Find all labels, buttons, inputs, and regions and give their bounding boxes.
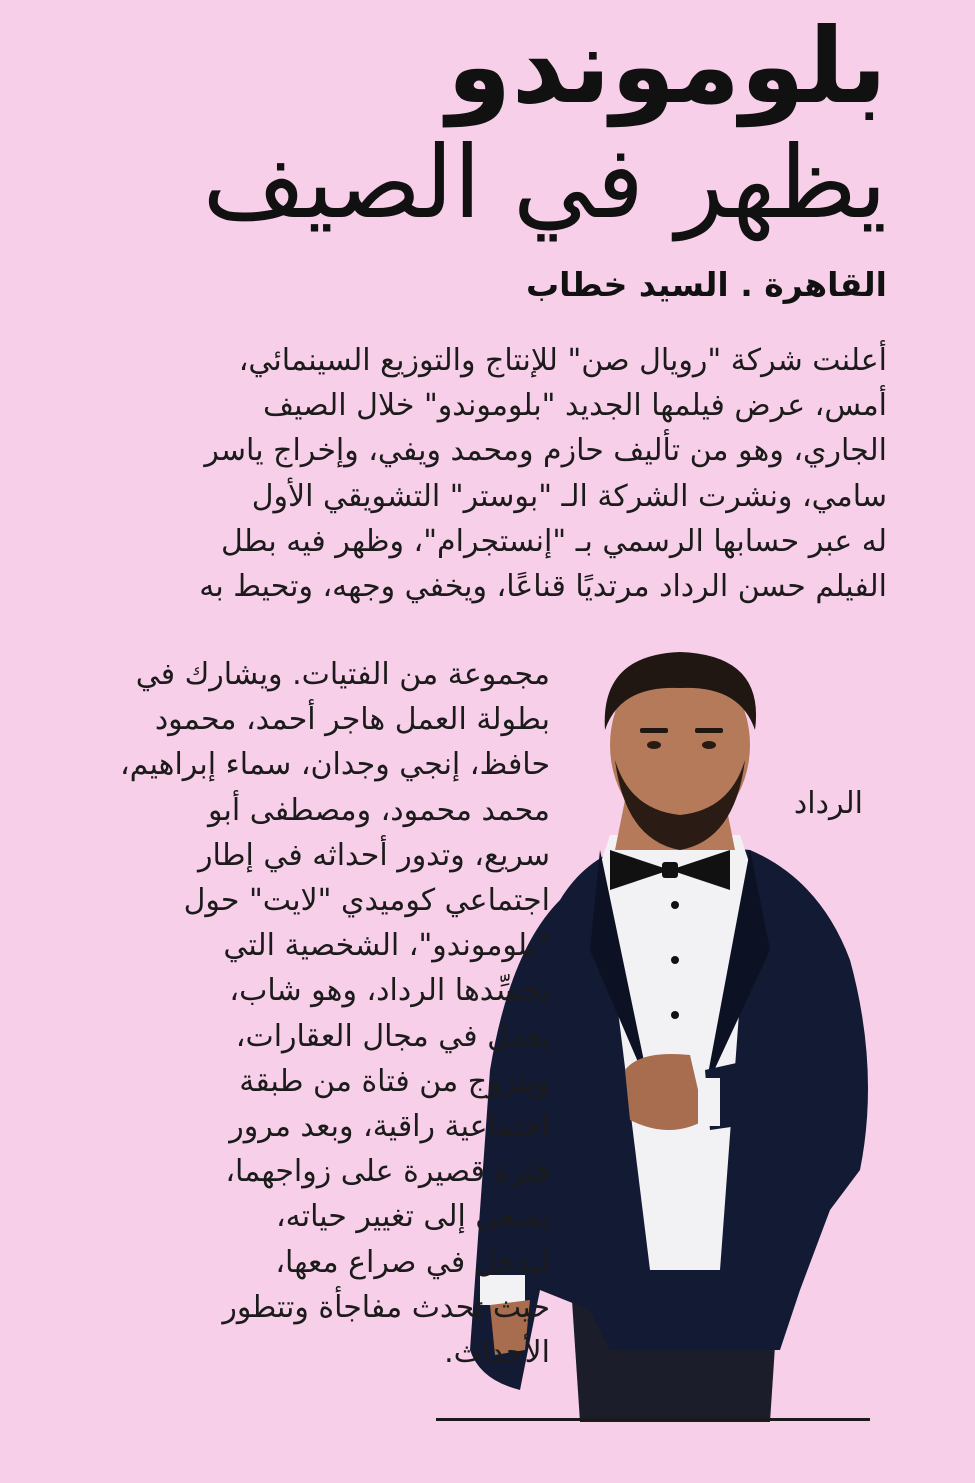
column-line: محمد محمود، ومصطفى أبو (208, 792, 550, 828)
headline: بلوموندو (446, 5, 887, 127)
column-line: يجسِّدها الرداد، وهو شاب، (229, 973, 550, 1009)
bottom-rule (436, 1418, 870, 1421)
paragraph-line: أمس، عرض فيلمها الجديد "بلوموندو" خلال الصيف (263, 388, 887, 424)
column-line: اجتماعي كوميدي "لايت" حول (183, 883, 550, 919)
column-line: سريع، وتدور أحداثه في إطار (198, 837, 550, 873)
column-line: بطولة العمل هاجر أحمد، محمود (154, 702, 550, 738)
column-line: فترة قصيرة على زواجهما، (225, 1154, 550, 1190)
column-line: حافظ، إنجي وجدان، سماء إبراهيم، (119, 747, 550, 783)
column-line: حيث تحدث مفاجأة وتتطور (222, 1289, 550, 1325)
column-line: اجتماعية راقية، وبعد مرور (229, 1109, 550, 1145)
paragraph-line: الجاري، وهو من تأليف حازم ومحمد ويفي، وإخراج ياسر (204, 433, 887, 469)
column-line: يعمل في مجال العقارات، (235, 1018, 550, 1054)
paragraph-line: أعلنت شركة "رويال صن" للإنتاج والتوزيع السينمائي، (238, 343, 887, 378)
lead-paragraph (57, 338, 887, 609)
byline: القاهرة . السيد خطاب (525, 265, 887, 304)
paragraph-line: له عبر حسابها الرسمي بـ "إنستجرام"، وظهر فيه بطل (221, 523, 887, 559)
paragraph-line: الفيلم حسن الرداد مرتديًا قناعًا، ويخفي وجهه، وتحيط به (199, 569, 887, 605)
column-line: الأحداث. (444, 1335, 550, 1371)
column-line: "بلوموندو"، الشخصية التي (223, 928, 550, 964)
text-column (30, 652, 550, 1375)
subheadline: يظهر في الصيف (202, 124, 887, 241)
column-line: ويتزوج من فتاة من طبقة (239, 1063, 550, 1099)
paragraph-line: سامي، ونشرت الشركة الـ "بوستر" التشويقي الأول (251, 478, 887, 514)
column-line: مجموعة من الفتيات. ويشارك في (135, 657, 550, 692)
column-line: ليدخل في صراع معها، (275, 1244, 550, 1280)
photo-caption: الرداد (793, 786, 863, 821)
column-line: يسعى إلى تغيير حياته، (275, 1199, 550, 1235)
